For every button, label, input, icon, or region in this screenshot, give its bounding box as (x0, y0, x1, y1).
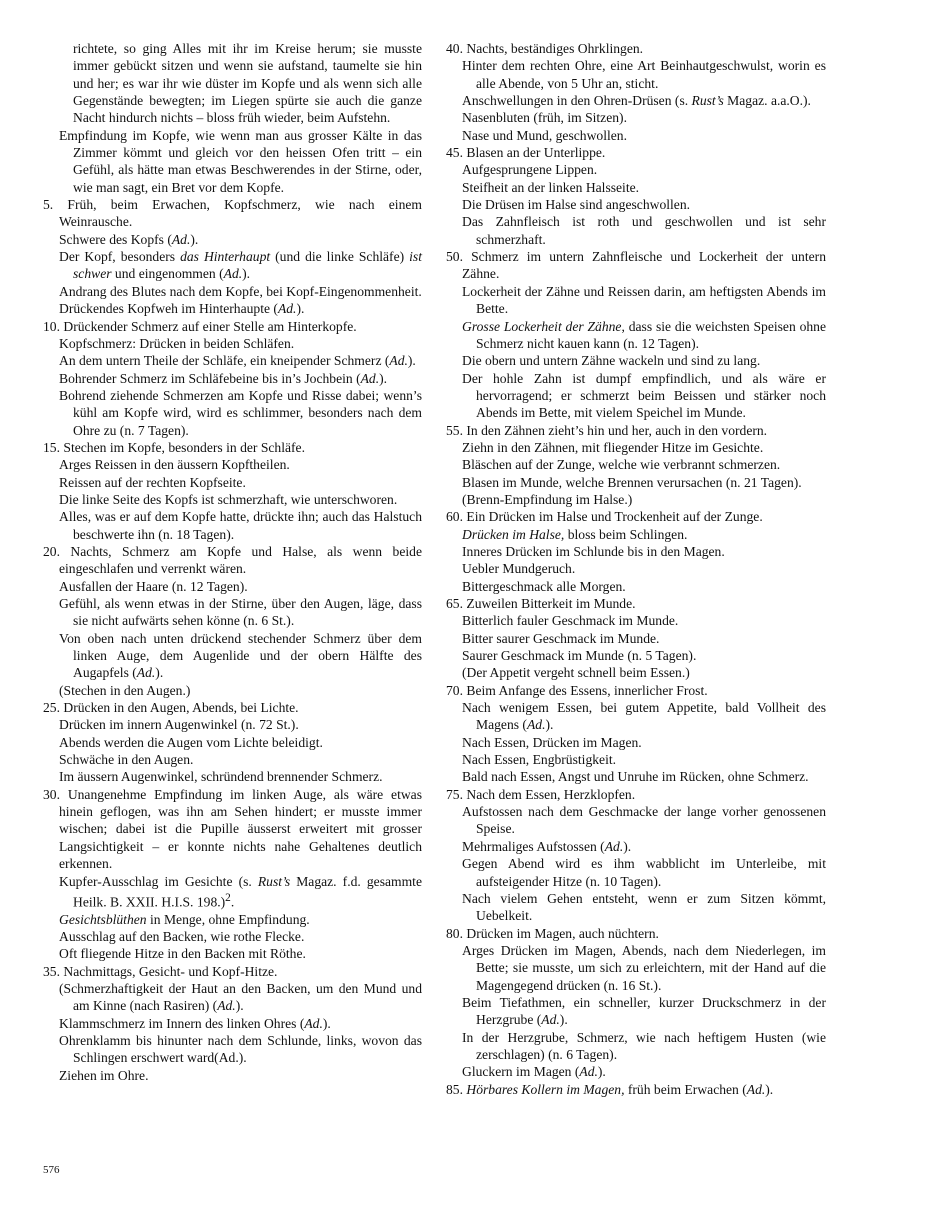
numbered-entry: 85. Hörbares Kollern im Magen, früh beim Erwachen (Ad.). (446, 1081, 774, 1097)
numbered-entry: 50. Schmerz im untern Zahnfleische und Lockerheit der untern Zähne. (446, 249, 826, 282)
symptom-entry: Bittergeschmack alle Morgen. (462, 578, 626, 594)
symptom-entry: Die obern und untern Zähne wackeln und sind zu lang. (462, 353, 761, 369)
symptom-entry: Ziehn in den Zähnen, mit fliegender Hitze im Gesichte. (462, 439, 764, 455)
symptom-entry: Schwäche in den Augen. (59, 752, 194, 768)
symptom-entry: Arges Reissen in den äussern Kopftheilen. (59, 457, 290, 473)
symptom-entry: Empfindung im Kopfe, wie wenn man aus grosser Kälte in das Zimmer kömmt und gleich vor den heissen Ofen tritt – ein Gefühl, als hätte man etwas Beschwerendes in der Stirne, oder, wie man sagt, ein Bret vor dem Kopfe. (59, 127, 422, 195)
symptom-entry: Von oben nach unten drückend stechender Schmerz über dem linken Auge, dem Augenlide und der obern Hälfte des Augapfels (Ad.). (59, 630, 422, 681)
symptom-entry: Der Kopf, besonders das Hinterhaupt (und die linke Schläfe) ist schwer und eingenommen (Ad.). (59, 249, 422, 282)
symptom-entry: Alles, was er auf dem Kopfe hatte, drückte ihn; auch das Halstuch beschwerte ihn (n. 18 Tagen). (59, 509, 422, 542)
symptom-entry: (Der Appetit vergeht schnell beim Essen.) (462, 665, 690, 681)
symptom-entry: Die Drüsen im Halse sind angeschwollen. (462, 197, 691, 213)
symptom-entry: Drücken im innern Augenwinkel (n. 72 St.). (59, 717, 299, 733)
numbered-entry: 15. Stechen im Kopfe, besonders in der Schläfe. (43, 439, 305, 455)
symptom-entry: (Brenn-Empfindung im Halse.) (462, 491, 633, 507)
symptom-entry: Bohrender Schmerz im Schläfebeine bis in’s Jochbein (Ad.). (59, 370, 388, 386)
symptom-entry: (Stechen in den Augen.) (59, 682, 191, 698)
symptom-entry: Ausfallen der Haare (n. 12 Tagen). (59, 578, 248, 594)
symptom-entry: Gegen Abend wird es ihm wabblicht im Unterleibe, mit aufsteigender Hitze (n. 10 Tagen). (462, 856, 826, 889)
symptom-entry: Nach vielem Gehen entsteht, wenn er zum Sitzen kömmt, Uebelkeit. (462, 890, 826, 924)
symptom-entry: Das Zahnfleisch ist roth und geschwollen und ist sehr schmerzhaft. (462, 214, 826, 247)
symptom-entry: Kupfer-Ausschlag im Gesichte (s. Rust’s Magaz. f.d. gesammte Heilk. B. XXII. H.I.S. 198.)$^2$. (59, 873, 422, 910)
symptom-entry: Mehrmaliges Aufstossen (Ad.). (462, 838, 632, 854)
symptom-entry: Die linke Seite des Kopfs ist schmerzhaft, wie unterschworen. (59, 491, 398, 507)
symptom-entry: Ziehen im Ohre. (59, 1067, 149, 1083)
symptom-entry: Gesichtsblüthen in Menge, ohne Empfindung. (59, 911, 310, 927)
symptom-entry: Nasenbluten (früh, im Sitzen). (462, 110, 627, 126)
symptom-entry: richtete, so ging Alles mit ihr im Kreise herum; sie musste immer gebückt sitzen und wenn sie aufstand, taumelte sie hin und her; es war ihr wie düster im Kopfe und als wenn sich alle Gegenstände bewegten; im Liegen spürte sie auch die ganze Nacht hindurch nichts – bloss früh wieder, beim Aufstehn. (73, 41, 422, 126)
symptom-entry: Anschwellungen in den Ohren-Drüsen (s. Rust’s Magaz. a.a.O.). (462, 93, 811, 109)
symptom-entry: Nase und Mund, geschwollen. (462, 127, 627, 143)
symptom-entry: Aufgesprungene Lippen. (462, 162, 598, 178)
numbered-entry: 65. Zuweilen Bitterkeit im Munde. (446, 596, 636, 611)
right-column (446, 40, 826, 1098)
symptom-entry: Ohrenklamm bis hinunter nach dem Schlunde, links, wovon das Schlingen erschwert ward(Ad.). (59, 1033, 422, 1066)
symptom-entry: Bitter saurer Geschmack im Munde. (462, 630, 660, 646)
numbered-entry: 45. Blasen an der Unterlippe. (446, 145, 606, 161)
numbered-entry: 55. In den Zähnen zieht’s hin und her, auch in den vordern. (446, 422, 768, 438)
symptom-entry: An dem untern Theile der Schläfe, ein kneipender Schmerz (Ad.). (59, 353, 416, 369)
symptom-entry: Bald nach Essen, Angst und Unruhe im Rücken, ohne Schmerz. (462, 769, 809, 785)
symptom-entry: Schwere des Kopfs (Ad.). (59, 231, 199, 247)
symptom-entry: Blasen im Munde, welche Brennen verursachen (n. 21 Tagen). (462, 474, 802, 490)
symptom-entry: Bohrend ziehende Schmerzen am Kopfe und Risse dabei; wenn’s kühl am Kopfe wird, wird es schlimmer, besonders nach dem Ohre zu (n. 7 Tagen). (59, 387, 422, 438)
symptom-entry: Nach Essen, Engbrüstigkeit. (462, 752, 617, 768)
numbered-entry: 20. Nachts, Schmerz am Kopfe und Halse, als wenn beide eingeschlafen und verrenkt wären. (43, 543, 422, 577)
symptom-entry: Saurer Geschmack im Munde (n. 5 Tagen). (462, 648, 697, 664)
symptom-entry: Kopfschmerz: Drücken in beiden Schläfen. (59, 335, 295, 351)
symptom-entry: Ausschlag auf den Backen, wie rothe Flecke. (59, 929, 305, 945)
numbered-entry: 40. Nachts, beständiges Ohrklingen. (446, 41, 644, 56)
numbered-entry: 75. Nach dem Essen, Herzklopfen. (446, 786, 636, 802)
numbered-entry: 30. Unangenehme Empfindung im linken Auge, als wäre etwas hinein geflogen, was ihn am Sehen hindert; er musste immer wischen; dabei ist die Pupille äusserst erweitert mit grosser Langsichtigkeit – er konnte nichts nahe Gehaltenes deutlich erkennen. (43, 786, 422, 872)
symptom-entry: Abends werden die Augen vom Lichte beleidigt. (59, 734, 323, 750)
numbered-entry: 80. Drücken im Magen, auch nüchtern. (446, 925, 659, 941)
page-number: 576 (43, 1164, 60, 1176)
symptom-entry: Inneres Drücken im Schlunde bis in den Magen. (462, 543, 725, 559)
symptom-entry: Arges Drücken im Magen, Abends, nach dem Niederlegen, im Bette; sie musste, um sich zu erleichtern, mit der Hand auf die Magengegend drücken (n. 16 St.). (462, 942, 826, 993)
symptom-entry: Gluckern im Magen (Ad.). (462, 1064, 606, 1080)
symptom-entry: Steifheit an der linken Halsseite. (462, 179, 640, 195)
symptom-entry: (Schmerzhaftigkeit der Haut an den Backen, um den Mund und am Kinne (nach Rasiren) (Ad.). (59, 981, 422, 1014)
numbered-entry: 10. Drückender Schmerz auf einer Stelle am Hinterkopfe. (43, 318, 357, 334)
symptom-entry: Bläschen auf der Zunge, welche wie verbrannt schmerzen. (462, 457, 781, 473)
symptom-entry: Andrang des Blutes nach dem Kopfe, bei Kopf-Eingenommenheit. (59, 283, 422, 299)
symptom-entry: Lockerheit der Zähne und Reissen darin, am heftigsten Abends im Bette. (462, 283, 826, 317)
symptom-entry: Grosse Lockerheit der Zähne, dass sie die weichsten Speisen ohne Schmerz nicht kauen kann (n. 12 Tagen). (462, 318, 827, 351)
symptom-entry: Reissen auf der rechten Kopfseite. (59, 474, 246, 490)
symptom-entry: Hinter dem rechten Ohre, eine Art Beinhautgeschwulst, worin es alle Abende, von 5 Uhr an, sticht. (462, 58, 826, 91)
left-column (43, 40, 422, 1084)
symptom-entry: Drücken im Halse, bloss beim Schlingen. (462, 526, 688, 542)
numbered-entry: 60. Ein Drücken im Halse und Trockenheit auf der Zunge. (446, 509, 763, 525)
numbered-entry: 70. Beim Anfange des Essens, innerlicher Frost. (446, 682, 708, 698)
symptom-entry: Beim Tiefathmen, ein schneller, kurzer Druckschmerz in der Herzgrube (Ad.). (462, 994, 826, 1028)
symptom-entry: Nach Essen, Drücken im Magen. (462, 734, 642, 750)
numbered-entry: 35. Nachmittags, Gesicht- und Kopf-Hitze. (43, 963, 278, 979)
symptom-entry: Der hohle Zahn ist dumpf empfindlich, und als wäre er hervorragend; er schmerzt beim Beissen und stärker noch Abends im Bette, mit vielem Speichel im Munde. (462, 370, 826, 421)
symptom-entry: Im äussern Augenwinkel, schründend brennender Schmerz. (59, 769, 383, 785)
symptom-entry: Drückendes Kopfweh im Hinterhaupte (Ad.). (59, 301, 305, 317)
symptom-entry: Klammschmerz im Innern des linken Ohres (Ad.). (59, 1015, 331, 1031)
symptom-entry: Bitterlich fauler Geschmack im Munde. (462, 613, 679, 629)
symptom-entry: Uebler Mundgeruch. (462, 561, 576, 577)
symptom-entry: Nach wenigem Essen, bei gutem Appetite, bald Vollheit des Magens (Ad.). (462, 700, 826, 733)
numbered-entry: 25. Drücken in den Augen, Abends, bei Lichte. (43, 700, 299, 716)
symptom-entry: Oft fliegende Hitze in den Backen mit Röthe. (59, 946, 306, 962)
symptom-entry: Aufstossen nach dem Geschmacke der lange vorher genossenen Speise. (462, 804, 826, 837)
symptom-entry: Gefühl, als wenn etwas in der Stirne, über den Augen, läge, dass sie nicht aufwärts sehen könne (n. 6 St.). (59, 596, 422, 629)
symptom-entry: In der Herzgrube, Schmerz, wie nach heftigem Husten (wie zerschlagen) (n. 6 Tagen). (462, 1029, 826, 1062)
numbered-entry: 5. Früh, beim Erwachen, Kopfschmerz, wie nach einem Weinrausche. (43, 197, 422, 230)
